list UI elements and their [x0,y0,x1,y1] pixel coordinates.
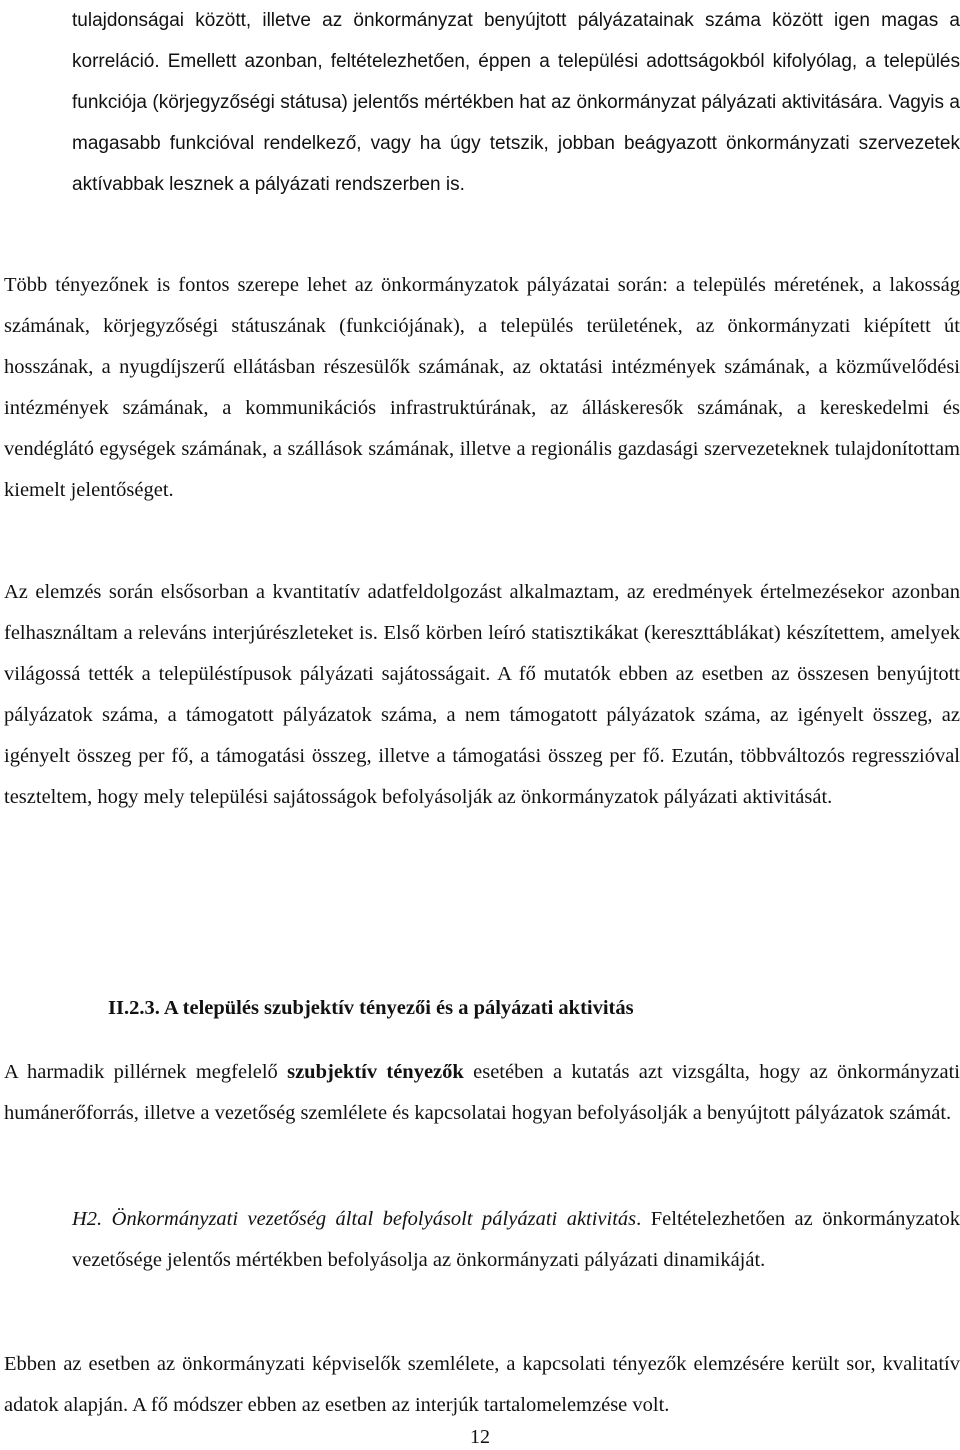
paragraph-qualitative [4,1344,960,1426]
section-number: II.2.3. [108,997,160,1019]
paragraph-factors [4,265,960,511]
paragraph-subjective-factors [4,1052,960,1134]
paragraph-factors-text: Több tényezőnek is fontos szerepe lehet az önkormányzatok pályázatai során: a település méretének, a lakosság számának, körjegyzőségi státuszának (funkciójának), a település területének, az önkormányzati kiépített út hosszának, a nyugdíjszerű ellátásban részesülők számának, az oktatási intézmények számának, a közművelődési intézmények számának, a kommunikációs infrastruktúrának, az álláskeresők számának, a kereskedelmi és vendéglátó egységek számának, a szállások számának, illetve a regionális gazdasági szervezeteknek tulajdonítottam kiemelt jelentőséget. [4,274,960,501]
page-number: 12 [470,1426,490,1448]
paragraph-hypothesis-h2 [72,1199,960,1281]
paragraph-subjective-after: esetében a kutatás azt vizsgálta, hogy az önkormányzati humánerőforrás, illetve a vezetőség szemlélete és kapcsolatai hogyan befolyásolják a benyújtott pályázatok számát. [4,1061,960,1124]
section-heading [108,988,634,1029]
paragraph-analysis-method-text: Az elemzés során elsősorban a kvantitatív adatfeldolgozást alkalmaztam, az eredmények értelmezésekor azonban felhasználtam a releváns interjúrészleteket is. Első körben leíró statisztikákat (kereszttáblákat) készítettem, amelyek világossá tették a településtípusok pályázati sajátosságait. A fő mutatók ebben az esetben az összesen benyújtott pályázatok száma, a támogatott pályázatok száma, a nem támogatott pályázatok száma, az igényelt összeg, az igényelt összeg per fő, a támogatási összeg, illetve a támogatási összeg per fő. Ezután, többváltozós regresszióval teszteltem, hogy mely települési sajátosságok befolyásolják az önkormányzatok pályázati aktivitását. [4,581,960,808]
hypothesis-title: H2. Önkormányzati vezetőség által befolyásolt pályázati aktivitás [72,1208,637,1230]
paragraph-analysis-method [4,572,960,818]
paragraph-continued-text: tulajdonságai között, illetve az önkormányzat benyújtott pályázatainak száma között igen magas a korreláció. Emellett azonban, feltételezhetően, éppen a települési adottságokból kifolyólag, a település funkciója (körjegyzőségi státusa) jelentős mértékben hat az önkormányzat pályázati aktivitására. Vagyis a magasabb funkcióval rendelkező, vagy ha úgy tetszik, jobban beágyazott önkormányzati szervezetek aktívabbak lesznek a pályázati rendszerben is. [72,10,960,195]
hypothesis-text: . Feltételezhetően az önkormányzatok vezetősége jelentős mértékben befolyásolja az önkormányzati pályázati dinamikáját. [72,1208,960,1271]
paragraph-continued [72,0,960,205]
paragraph-subjective-before: A harmadik pillérnek megfelelő [4,1061,288,1083]
section-title: A település szubjektív tényezői és a pályázati aktivitás [163,997,634,1019]
paragraph-qualitative-text: Ebben az esetben az önkormányzati képviselők szemlélete, a kapcsolati tényezők elemzésére került sor, kvalitatív adatok alapján. A fő módszer ebben az esetben az interjúk tartalomelemzése volt. [4,1353,960,1416]
paragraph-subjective-bold: szubjektív tényezők [287,1061,464,1083]
